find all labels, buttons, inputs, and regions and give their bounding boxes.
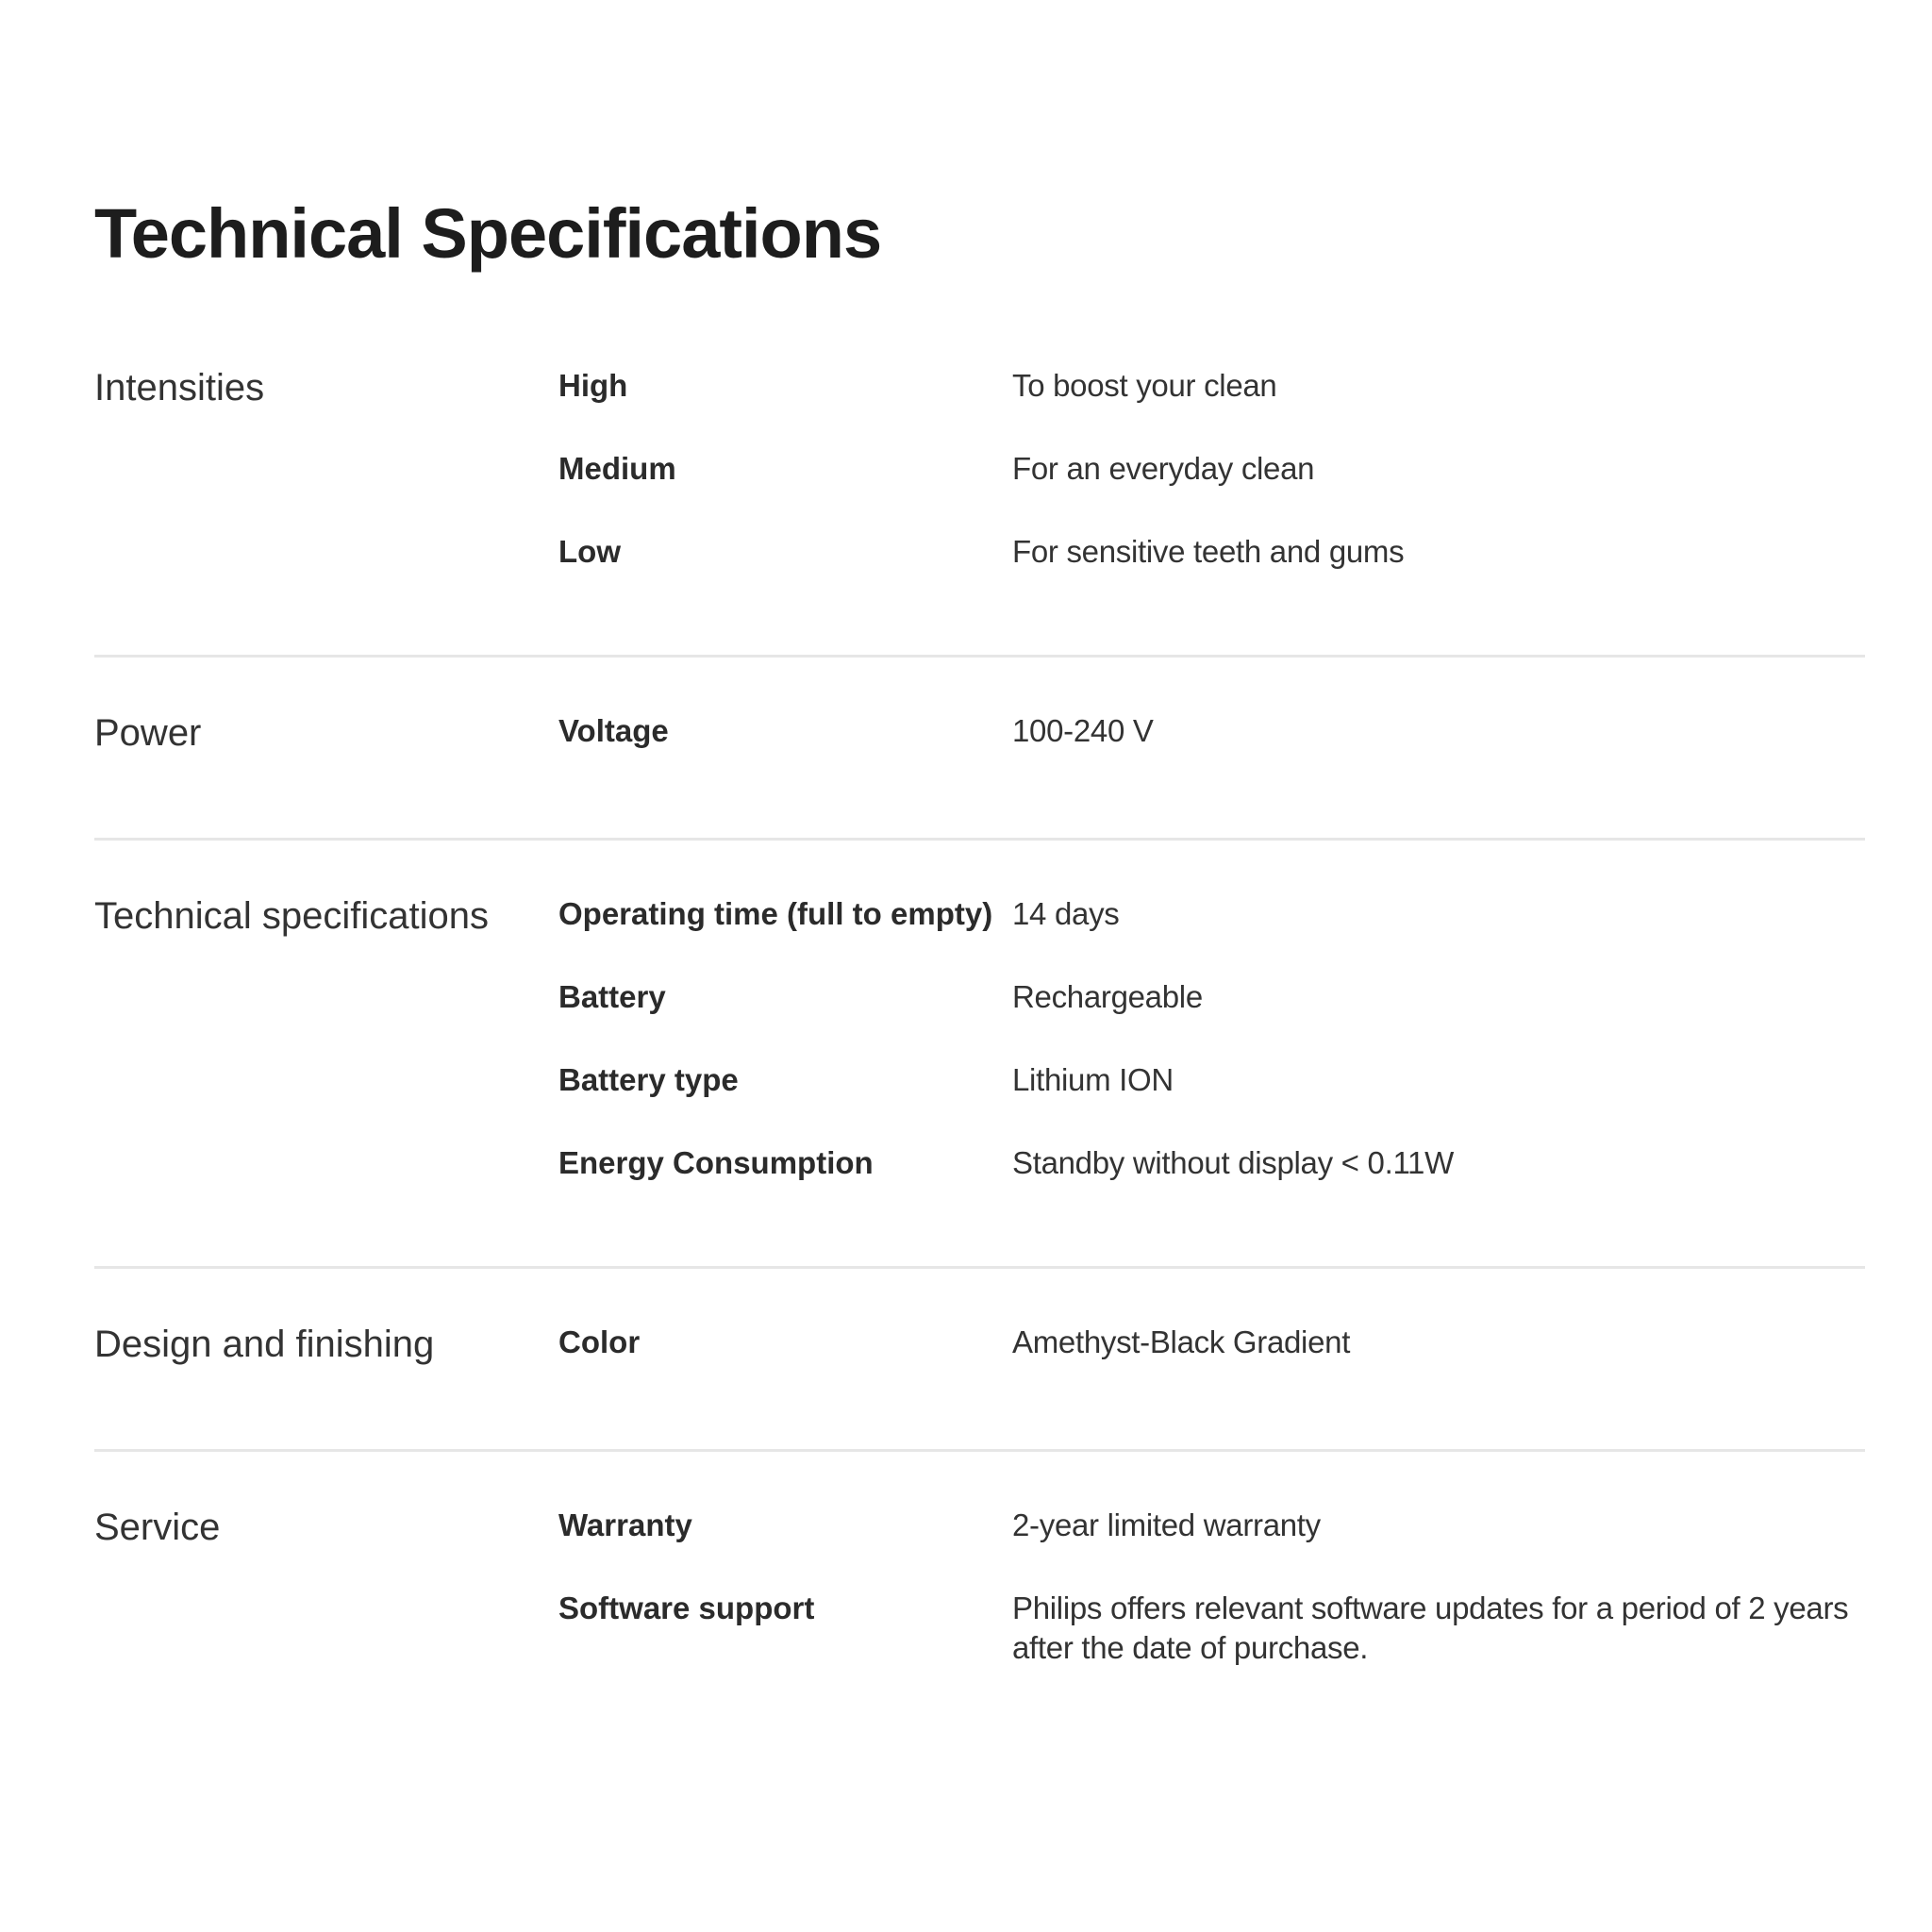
section-intensities [94,366,1865,655]
section-design-and-finishing [94,1269,1865,1449]
spec-label: Energy Consumption [558,1145,874,1180]
spec-label: Color [558,1324,641,1359]
spec-row [558,1589,1865,1668]
section-rows [558,894,1865,1183]
spec-label: Low [558,534,621,569]
section-name-service: Service [94,1507,221,1548]
section-rows [558,1506,1865,1668]
spec-value: For sensitive teeth and gums [1012,534,1405,569]
section-rows [558,1323,1865,1362]
spec-row [558,449,1865,489]
spec-row [558,532,1865,572]
spec-label: Battery [558,979,666,1014]
spec-row [558,1506,1865,1545]
spec-value: Standby without display < 0.11W [1012,1145,1454,1180]
section-power [94,658,1865,838]
spec-row [558,711,1865,751]
spec-label: Software support [558,1591,815,1625]
spec-value: Lithium ION [1012,1062,1174,1097]
spec-label: High [558,368,628,403]
section-rows [558,711,1865,751]
spec-value: Rechargeable [1012,979,1203,1014]
spec-row [558,1323,1865,1362]
section-service [94,1452,1865,1751]
spec-value: To boost your clean [1012,368,1277,403]
section-name-design-and-finishing: Design and finishing [94,1324,435,1365]
spec-value: 2-year limited warranty [1012,1507,1321,1542]
spec-label: Voltage [558,713,669,748]
spec-value: Philips offers relevant software updates for a period of 2 years after the date of purchase. [1012,1591,1849,1665]
section-name-intensities: Intensities [94,367,265,408]
spec-row [558,977,1865,1017]
spec-row [558,894,1865,934]
section-name-power: Power [94,712,202,754]
spec-value: For an everyday clean [1012,451,1315,486]
spec-label: Battery type [558,1062,739,1097]
spec-row [558,1143,1865,1183]
spec-label: Warranty [558,1507,692,1542]
section-name-technical-specifications: Technical specifications [94,895,489,937]
spec-label: Operating time (full to empty) [558,896,993,931]
section-technical-specifications [94,841,1865,1266]
page-title: Technical Specifications [94,194,882,273]
spec-row [558,1060,1865,1100]
spec-label: Medium [558,451,676,486]
spec-value: 100-240 V [1012,713,1154,748]
spec-row [558,366,1865,406]
spec-value: Amethyst-Black Gradient [1012,1324,1351,1359]
spec-value: 14 days [1012,896,1120,931]
section-rows [558,366,1865,572]
